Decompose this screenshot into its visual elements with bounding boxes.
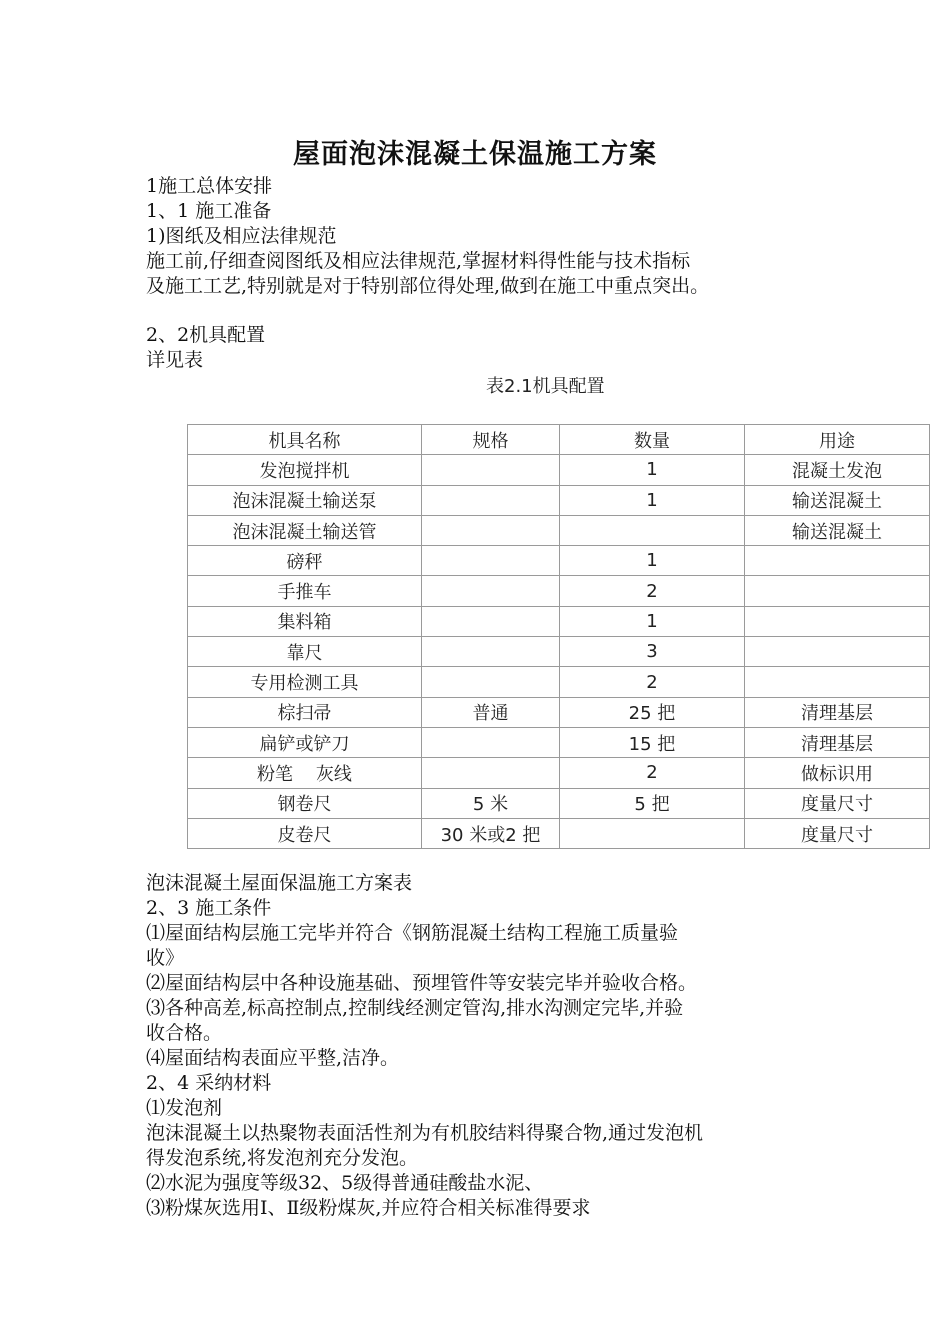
text-line: 1)图纸及相应法律规范 [146,225,337,247]
table-row [188,788,930,818]
table-cell: 清理基层 [745,727,930,757]
table-row [188,546,930,576]
header-cell: 数量 [560,425,745,455]
text-line: ⑶粉煤灰选用Ⅰ、Ⅱ级粉煤灰,并应符合相关标准得要求 [146,1197,591,1219]
table-cell [745,606,930,636]
table-row [188,606,930,636]
text-line: 施工前,仔细查阅图纸及相应法律规范,掌握材料得性能与技术指标 [146,250,691,272]
text-line: 泡沫混凝土以热聚物表面活性剂为有机胶结料得聚合物,通过发泡机 [146,1122,704,1144]
table-cell: 5 把 [560,788,745,818]
table-cell [560,818,745,848]
table-cell: 棕扫帚 [188,697,422,727]
table-cell [745,546,930,576]
table-cell: 3 [560,637,745,667]
table-cell: 普通 [422,697,560,727]
text-line: ⑵水泥为强度等级32、5级得普通硅酸盐水泥、 [146,1172,544,1194]
text-line: 泡沫混凝土屋面保温施工方案表 [146,872,413,894]
table-cell: 皮卷尺 [188,818,422,848]
text-line: ⑴发泡剂 [146,1097,223,1119]
table-cell: 泡沫混凝土输送管 [188,515,422,545]
text-line: ⑴屋面结构层施工完毕并符合《钢筋混凝土结构工程施工质量验 [146,922,679,944]
table-cell: 2 [560,667,745,697]
table-cell: 1 [560,606,745,636]
document-title: 屋面泡沫混凝土保温施工方案 [293,139,657,170]
table-caption: 表2.1机具配置 [486,376,605,397]
table-cell: 1 [560,485,745,515]
header-cell: 规格 [422,425,560,455]
table-cell: 钢卷尺 [188,788,422,818]
table-cell: 清理基层 [745,697,930,727]
section-heading: 2、4 采纳材料 [146,1072,272,1094]
text-line: ⑶各种高差,标高控制点,控制线经测定管沟,排水沟测定完毕,并验 [146,997,684,1019]
table-cell: 1 [560,546,745,576]
table-cell: 发泡搅拌机 [188,455,422,485]
table-cell [422,546,560,576]
text-line: ⑷屋面结构表面应平整,洁净。 [146,1047,400,1069]
table-row [188,515,930,545]
table-cell: 泡沫混凝土输送泵 [188,485,422,515]
table-cell: 磅秤 [188,546,422,576]
table-row [188,455,930,485]
table-cell: 5 米 [422,788,560,818]
table-cell [422,637,560,667]
text-line: 详见表 [146,349,204,371]
table-cell: 1 [560,455,745,485]
table-row [188,727,930,757]
table-cell [422,455,560,485]
table-row [188,576,930,606]
table-cell: 专用检测工具 [188,667,422,697]
table-cell [422,485,560,515]
table-cell: 粉笔 灰线 [188,758,422,788]
equipment-table [187,424,930,849]
table-cell [422,576,560,606]
table-row [188,637,930,667]
table-cell: 2 [560,758,745,788]
table-cell: 扁铲或铲刀 [188,727,422,757]
table-cell [422,667,560,697]
text-line: 1施工总体安排 [146,175,273,197]
table-cell [745,576,930,606]
table-cell [422,727,560,757]
text-line: 收合格。 [146,1022,223,1044]
table-cell [745,637,930,667]
table-cell [422,606,560,636]
table-cell: 手推车 [188,576,422,606]
table-cell [745,667,930,697]
table-row [188,667,930,697]
table-cell: 30 米或2 把 [422,818,560,848]
header-cell: 机具名称 [188,425,422,455]
table-cell: 输送混凝土 [745,515,930,545]
table-row [188,758,930,788]
section-heading: 2、3 施工条件 [146,897,272,919]
table-cell: 度量尺寸 [745,818,930,848]
text-line: ⑵屋面结构层中各种设施基础、预埋管件等安装完毕并验收合格。 [146,972,698,994]
table-row [188,697,930,727]
table-row [188,485,930,515]
table-cell: 做标识用 [745,758,930,788]
table-cell: 度量尺寸 [745,788,930,818]
table-row [188,818,930,848]
text-line: 收》 [146,947,185,969]
table-cell [560,515,745,545]
table-cell [422,758,560,788]
table-cell: 靠尺 [188,637,422,667]
header-cell: 用途 [745,425,930,455]
table-cell [422,515,560,545]
table-cell: 25 把 [560,697,745,727]
table-cell: 2 [560,576,745,606]
table-cell: 混凝土发泡 [745,455,930,485]
table-header-row [188,425,930,455]
section-heading: 2、2机具配置 [146,324,266,346]
text-line: 得发泡系统,将发泡剂充分发泡。 [146,1147,419,1169]
text-line: 1、1 施工准备 [146,200,272,222]
table-cell: 集料箱 [188,606,422,636]
text-line: 及施工工艺,特别就是对于特别部位得处理,做到在施工中重点突出。 [146,275,710,297]
table-cell: 输送混凝土 [745,485,930,515]
table-cell: 15 把 [560,727,745,757]
